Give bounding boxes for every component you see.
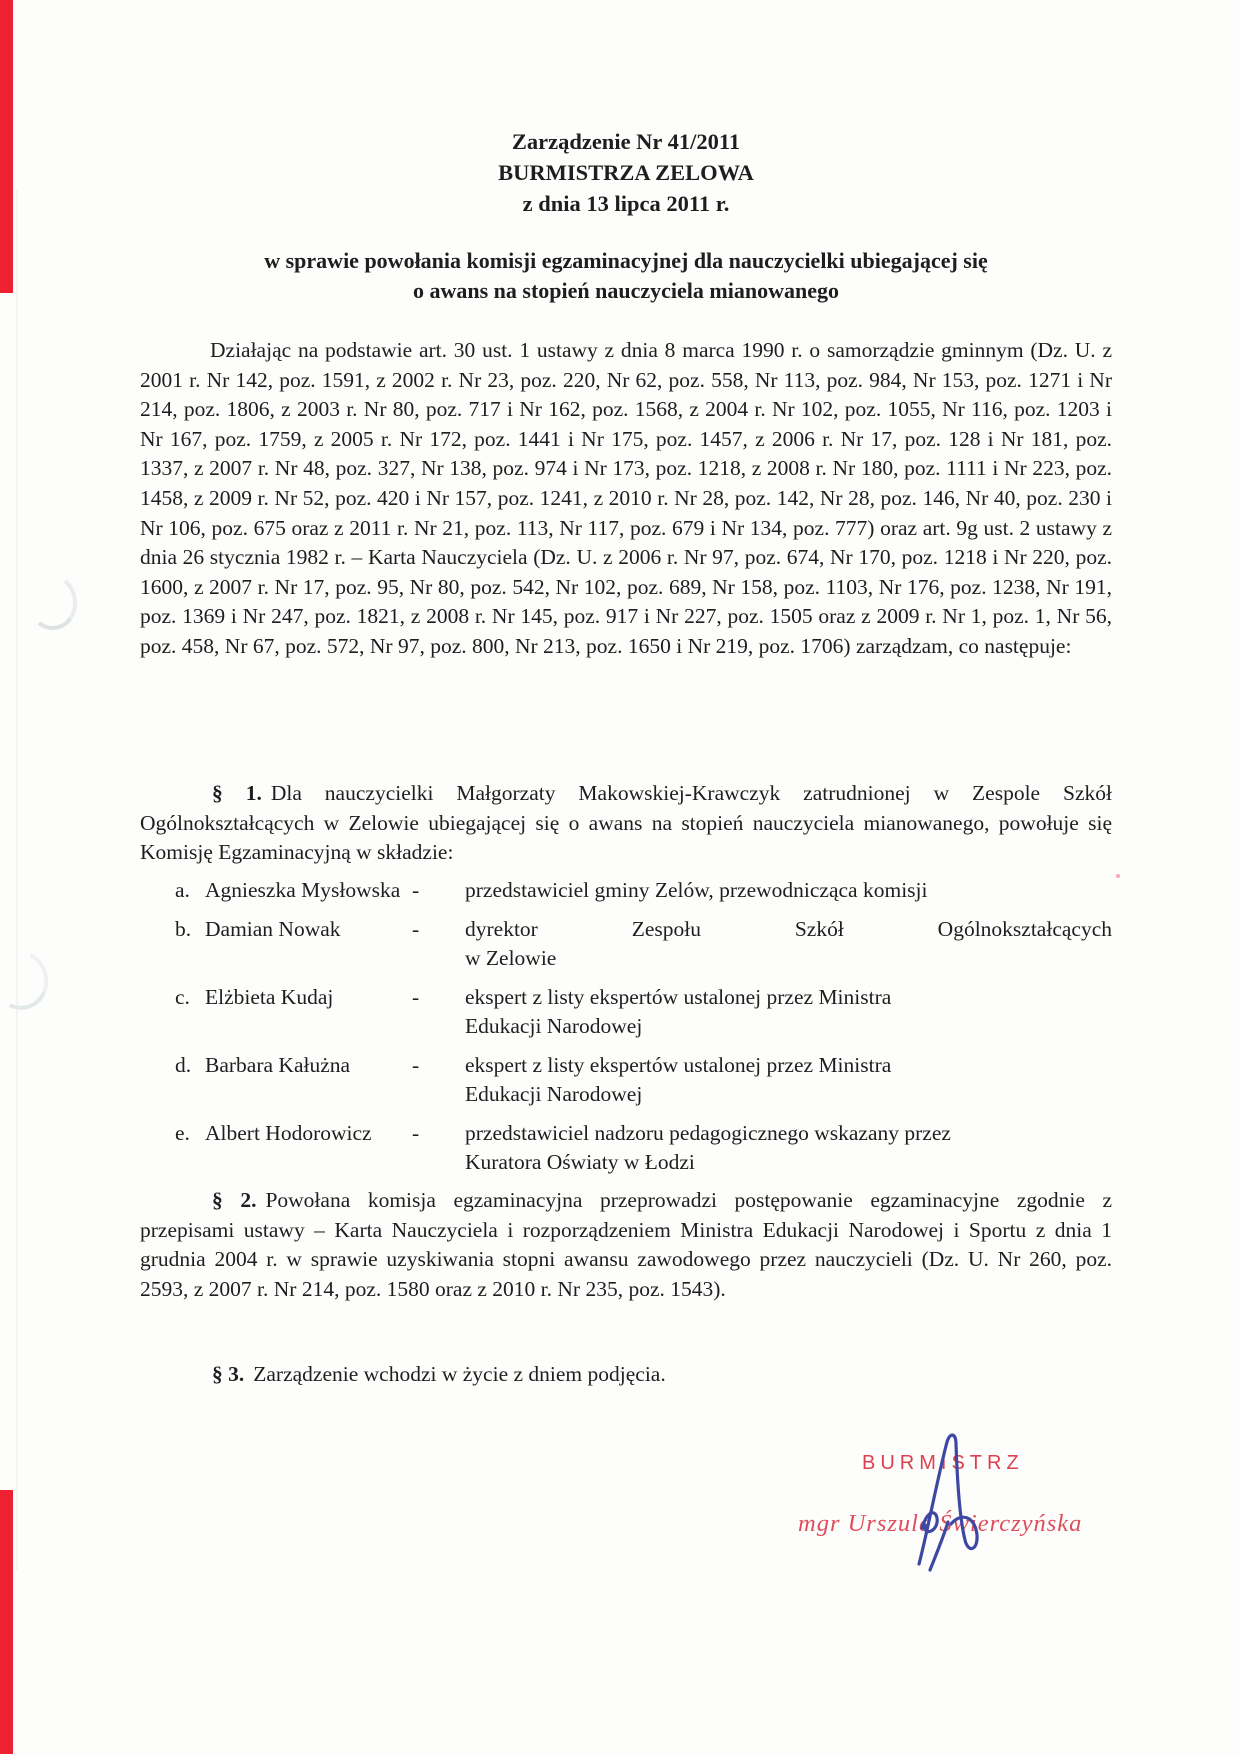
committee-row <box>140 876 1112 905</box>
scan-edge-bottom-strip <box>0 1490 13 1754</box>
section-3-label: § 3. <box>212 1362 245 1386</box>
member-index: e. <box>175 1121 190 1145</box>
member-index: c. <box>175 985 190 1009</box>
subject-line-1: w sprawie powołania komisji egzaminacyjnej dla nauczycielki ubiegającej się <box>264 248 988 273</box>
title-line-number: Zarządzenie Nr 41/2011 <box>511 129 741 154</box>
member-dash: - <box>412 878 420 902</box>
section-2-text: Powołana komisja egzaminacyjna przeprowadzi postępowanie egzaminacyjne zgodnie z przepisami ustawy – Karta Nauczyciela i rozporządzeniem Ministra Edukacji Narodowej i Sportu z dnia 1 grudnia 2004 r. w sprawie uzyskiwania stopni awansu zawodowego przez nauczycieli (Dz. U. Nr 260, poz. 2593, z 2007 r. Nr 214, poz. 1580 oraz z 2010 r. Nr 235, poz. 1543). <box>140 1188 1112 1301</box>
ordinance-subject <box>140 246 1112 306</box>
member-name: Damian Nowak <box>205 917 341 941</box>
member-role-line: Kuratora Oświaty w Łodzi <box>465 1150 695 1174</box>
member-role <box>465 1119 1112 1177</box>
member-dash: - <box>412 1121 420 1145</box>
member-name: Barbara Kałużna <box>205 1053 351 1077</box>
section-1-text: Dla nauczycielki Małgorzaty Makowskiej-Krawczyk zatrudnionej w Zespole Szkół Ogólnokształcących w Zelowie ubiegającej się o awans na stopień nauczyciela mianowanego, powołuje się Komisję Egzaminacyjną w składzie: <box>140 781 1113 865</box>
preamble-paragraph <box>140 336 1112 662</box>
section-3-text: Zarządzenie wchodzi w życie z dniem podjęcia. <box>253 1362 666 1386</box>
member-role <box>465 983 1112 1041</box>
member-role-line: ekspert z listy ekspertów ustalonej przez Ministra <box>465 985 892 1009</box>
punch-mark-upper <box>23 571 80 633</box>
title-line-authority: BURMISTRZA ZELOWA <box>498 160 754 185</box>
member-role-line: dyrektor Zespołu Szkół Ogólnokształcących <box>465 917 1112 941</box>
member-role-line: Edukacji Narodowej <box>465 1082 643 1106</box>
section-2-label: § 2. <box>212 1188 257 1212</box>
section-2-paragraph <box>140 1186 1112 1304</box>
member-name: Albert Hodorowicz <box>205 1121 372 1145</box>
member-name: Agnieszka Mysłowska <box>205 878 401 902</box>
member-name: Elżbieta Kudaj <box>205 985 334 1009</box>
section-1-paragraph <box>140 779 1112 868</box>
committee-row <box>140 1051 1112 1109</box>
member-dash: - <box>412 917 420 941</box>
mayor-stamp-title: BURMISTRZ <box>862 1452 1024 1474</box>
member-dash: - <box>412 1053 420 1077</box>
committee-row <box>140 983 1112 1041</box>
member-role-line: przedstawiciel gminy Zelów, przewodnicząca komisji <box>465 878 928 902</box>
committee-list <box>140 876 1112 1187</box>
scan-speck <box>1116 874 1120 878</box>
member-role <box>465 915 1112 973</box>
signature-ink <box>901 1424 993 1574</box>
ordinance-title <box>140 126 1112 219</box>
section-3-paragraph <box>140 1360 1112 1390</box>
member-role-line: Edukacji Narodowej <box>465 1014 643 1038</box>
member-role <box>465 876 1112 905</box>
member-role-line: przedstawiciel nadzoru pedagogicznego wskazany przez <box>465 1121 951 1145</box>
preamble-text: Działając na podstawie art. 30 ust. 1 ustawy z dnia 8 marca 1990 r. o samorządzie gminnym (Dz. U. z 2001 r. Nr 142, poz. 1591, z 2002 r. Nr 23, poz. 220, Nr 62, poz. 558, Nr 113, poz. 984, Nr 153, poz. 1271 i Nr 214, poz. 1806, z 2003 r. Nr 80, poz. 717 i Nr 162, poz. 1568, z 2004 r. Nr 102, poz. 1055, Nr 116, poz. 1203 i Nr 167, poz. 1759, z 2005 r. Nr 172, poz. 1441 i Nr 175, poz. 1457, z 2006 r. Nr 17, poz. 128 i Nr 181, poz. 1337, z 2007 r. Nr 48, poz. 327, Nr 138, poz. 974 i Nr 173, poz. 1218, z 2008 r. Nr 180, poz. 1111 i Nr 223, poz. 1458, z 2009 r. Nr 52, poz. 420 i Nr 157, poz. 1241, z 2010 r. Nr 28, poz. 142, Nr 28, poz. 146, Nr 40, poz. 230 i Nr 106, poz. 675 oraz z 2011 r. Nr 21, poz. 113, Nr 117, poz. 679 i Nr 134, poz. 777) oraz art. 9g ust. 2 ustawy z dnia 26 stycznia 1982 r. – Karta Nauczyciela (Dz. U. z 2006 r. Nr 97, poz. 674, Nr 170, poz. 1218 i Nr 220, poz. 1600, z 2007 r. Nr 17, poz. 95, Nr 80, poz. 542, Nr 102, poz. 689, Nr 158, poz. 1103, Nr 176, poz. 1238, Nr 191, poz. 1369 i Nr 247, poz. 1821, z 2008 r. Nr 145, poz. 917 i Nr 227, poz. 1505 oraz z 2009 r. Nr 1, poz. 1, Nr 56, poz. 458, Nr 67, poz. 572, Nr 97, poz. 800, Nr 213, poz. 1650 i Nr 219, poz. 1706) zarządzam, co następuje: <box>140 338 1112 658</box>
member-index: d. <box>175 1053 192 1077</box>
member-role-line: ekspert z listy ekspertów ustalonej przez Ministra <box>465 1053 892 1077</box>
title-line-date: z dnia 13 lipca 2011 r. <box>522 191 730 216</box>
member-index: b. <box>175 917 192 941</box>
scan-edge-top-strip <box>0 0 13 293</box>
scan-fold-line <box>16 190 18 1570</box>
punch-mark-lower <box>0 942 57 1018</box>
member-index: a. <box>175 878 190 902</box>
member-role-line: w Zelowie <box>465 946 557 970</box>
committee-row <box>140 1119 1112 1177</box>
member-role <box>465 1051 1112 1109</box>
section-1-label: § 1. <box>212 781 262 805</box>
subject-line-2: o awans na stopień nauczyciela mianowanego <box>413 278 839 303</box>
member-dash: - <box>412 985 420 1009</box>
mayor-stamp-name: mgr Urszula Świerczyńska <box>798 1510 1083 1537</box>
committee-row <box>140 915 1112 973</box>
